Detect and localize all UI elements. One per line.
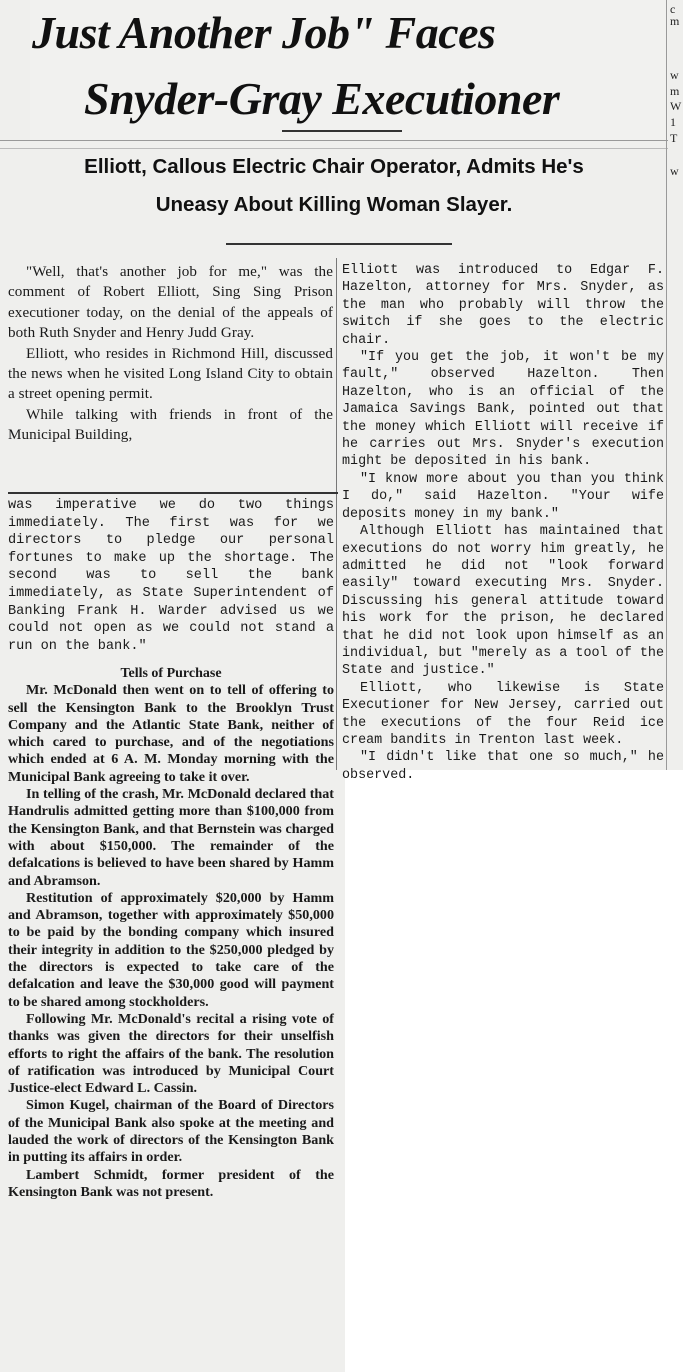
- side-fragment: c: [670, 2, 676, 16]
- headline-line-1: Just Another Job" Faces: [32, 7, 496, 58]
- right-column: [342, 262, 664, 784]
- paragraph: While talking with friends in front of the Municipal Building,: [8, 406, 333, 444]
- paragraph: Elliott was introduced to Edgar F. Hazelton, attorney for Mrs. Snyder, as the man who probably will throw the switch if she goes to the electric chair.: [342, 263, 664, 348]
- headline-line-2: Snyder-Gray Executioner: [84, 73, 560, 124]
- paragraph: In telling of the crash, Mr. McDonald declared that Handrulis admitted getting more than $100,000 from the Kensington Bank, and that Bernstein was charged with about $150,000. The remainder of the defalcations is believed to have been shared by Hamm and Abramson.: [8, 786, 334, 889]
- headline-rule: [282, 130, 402, 132]
- column-divider: [336, 258, 337, 770]
- paragraph: Following Mr. McDonald's recital a rising vote of thanks was given the directors for their unselfish efforts to right the affairs of the bank. The resolution of ratification was introduced by Municipal Court Justice-elect Edward L. Cassin.: [8, 1010, 334, 1097]
- subhead-rule: [226, 243, 452, 245]
- paragraph: "If you get the job, it won't be my fault," observed Hazelton. Then Hazelton, who is an official of the Jamaica Savings Bank, pointed out that the money which Elliott will receive if he carries out Mrs. Snyder's execution might be deposited in his bank.: [342, 350, 664, 470]
- left-column-second: [8, 497, 334, 655]
- left-column-top: [8, 262, 333, 446]
- paragraph: Elliott, who likewise is State Executioner for New Jersey, carried out the executions of the four Reid ice cream bandits in Trenton last week.: [342, 680, 664, 748]
- side-fragment: w: [670, 164, 679, 178]
- side-fragment: m: [670, 14, 680, 28]
- side-fragment: w: [670, 68, 679, 82]
- paragraph: "Well, that's another job for me," was the comment of Robert Elliott, Sing Sing Prison executioner today, on the denial of the appeals of both Ruth Snyder and Henry Judd Gray.: [8, 264, 333, 342]
- paragraph: "I know more about you than you think I do," said Hazelton. "Your wife deposits money in my bank.": [342, 471, 664, 522]
- subheadline-line-1: Elliott, Callous Electric Chair Operator, Admits He's: [84, 155, 584, 178]
- side-fragment: W: [670, 99, 682, 113]
- paragraph: was imperative we do two things immediately. The first was for we directors to pledge our personal fortunes to make up the shortage. The second was to sell the bank immediately, as State Superintendent of Banking Frank H. Warder advised us we could not open as we could not stand a run on the bank.": [8, 498, 334, 654]
- paragraph: Lambert Schmidt, former president of the Kensington Bank was not present.: [8, 1166, 334, 1200]
- column-break-rule: [8, 492, 338, 494]
- paragraph: "I didn't like that one so much," he observed.: [342, 750, 664, 783]
- side-fragment: m: [670, 84, 680, 98]
- continuation-column: [8, 665, 334, 1201]
- paragraph: Elliott, who resides in Richmond Hill, discussed the news when he visited Long Island City to obtain a street opening permit.: [8, 345, 333, 403]
- paragraph: Restitution of approximately $20,000 by Hamm and Abramson, together with approximately $50,000 to be paid by the bonding company which insured their integrity in addition to the $250,000 pledged by the directors is expected to take care of the defalcation and leave the $30,000 good will payment to be shared among stockholders.: [8, 889, 334, 1010]
- paragraph: Simon Kugel, chairman of the Board of Directors of the Municipal Bank also spoke at the meeting and lauded the work of directors of the Kensington Bank in putting its affairs in order.: [8, 1097, 334, 1166]
- paragraph: Although Elliott has maintained that executions do not worry him greatly, he admitted he did not "look forward easily" toward executing Mrs. Snyder. Discussing his general attitude toward his work for the prison, he declared that he did not look upon himself as an individual, but "merely as a tool of the State and justice.": [342, 524, 664, 679]
- side-fragment: T: [670, 131, 678, 145]
- subheadline-line-2: Uneasy About Killing Woman Slayer.: [155, 193, 513, 216]
- section-subhead: Tells of Purchase: [120, 666, 222, 681]
- side-fragment: 1: [670, 115, 676, 129]
- subhead-top-line: [0, 148, 668, 149]
- right-column-divider: [666, 0, 667, 770]
- clipping-edge-line: [0, 140, 668, 141]
- paragraph: Mr. McDonald then went on to tell of offering to sell the Kensington Bank to the Brooklyn Trust Company and the Atlantic State Bank, neither of which cared to purchase, and of the negotiations which ended at 6 A. M. Monday morning with the Municipal Bank agreeing to take it over.: [8, 682, 334, 785]
